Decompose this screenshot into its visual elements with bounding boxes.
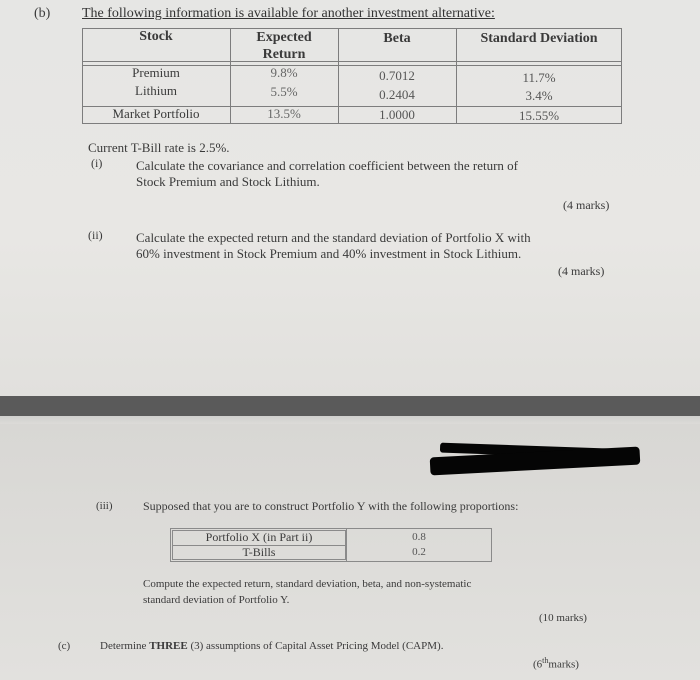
tbill-rate: Current T-Bill rate is 2.5%. [88, 140, 230, 155]
q-iii-line1: Compute the expected return, standard deviation, beta, and non-systematic [143, 578, 472, 590]
row-tbills-value: 0.2 [412, 546, 426, 558]
header-standard-deviation: Standard Deviation [480, 31, 598, 46]
row-premium-expected: 9.8% [270, 65, 298, 80]
header-beta: Beta [383, 31, 411, 46]
q-ii-line2: 60% investment in Stock Premium and 40% investment in Stock Lithium. [136, 246, 522, 261]
row-portfolio-x-label: Portfolio X (in Part ii) [205, 530, 313, 544]
header-stock: Stock [139, 29, 173, 44]
q-iii-label: (iii) [96, 500, 113, 512]
q-i-label: (i) [91, 156, 103, 170]
part-b-intro: The following information is available for another investment alternative: [82, 6, 495, 21]
row-portfolio-x-value: 0.8 [412, 531, 426, 543]
investment-table [82, 28, 622, 124]
row-lithium-sd: 3.4% [525, 88, 553, 103]
row-premium-sd: 11.7% [522, 70, 556, 85]
part-c-marks: (6thmarks) [533, 656, 579, 671]
q-ii-line1: Calculate the expected return and the standard deviation of Portfolio X with [136, 230, 531, 245]
row-market-expected: 13.5% [267, 106, 301, 121]
row-tbills-label: T-Bills [242, 545, 276, 559]
header-expected-return: Expected Return [256, 30, 312, 62]
q-i-line1: Calculate the covariance and correlation coefficient between the return of [136, 158, 518, 173]
row-premium-stock: Premium [132, 65, 180, 80]
divider-shadow [0, 416, 700, 424]
part-c-label: (c) [58, 640, 71, 652]
part-c-text: Determine THREE (3) assumptions of Capital Asset Pricing Model (CAPM). [100, 640, 444, 652]
q-i-marks: (4 marks) [563, 198, 610, 212]
q-iii-marks: (10 marks) [539, 612, 587, 624]
q-iii-intro: Supposed that you are to construct Portfolio Y with the following proportions: [143, 499, 519, 513]
row-market-stock: Market Portfolio [112, 106, 200, 121]
portfolio-y-table [170, 528, 492, 562]
row-lithium-stock: Lithium [135, 83, 177, 98]
row-market-beta: 1.0000 [379, 107, 415, 122]
q-ii-label: (ii) [88, 228, 103, 242]
row-lithium-expected: 5.5% [270, 84, 298, 99]
row-premium-beta: 0.7012 [379, 68, 415, 83]
row-lithium-beta: 0.2404 [379, 87, 415, 102]
q-i-line2: Stock Premium and Stock Lithium. [136, 174, 320, 189]
row-market-sd: 15.55% [518, 108, 560, 123]
q-iii-line2: standard deviation of Portfolio Y. [143, 594, 290, 606]
part-b-label: (b) [34, 6, 51, 21]
q-ii-marks: (4 marks) [558, 264, 605, 278]
page-divider [0, 396, 700, 416]
